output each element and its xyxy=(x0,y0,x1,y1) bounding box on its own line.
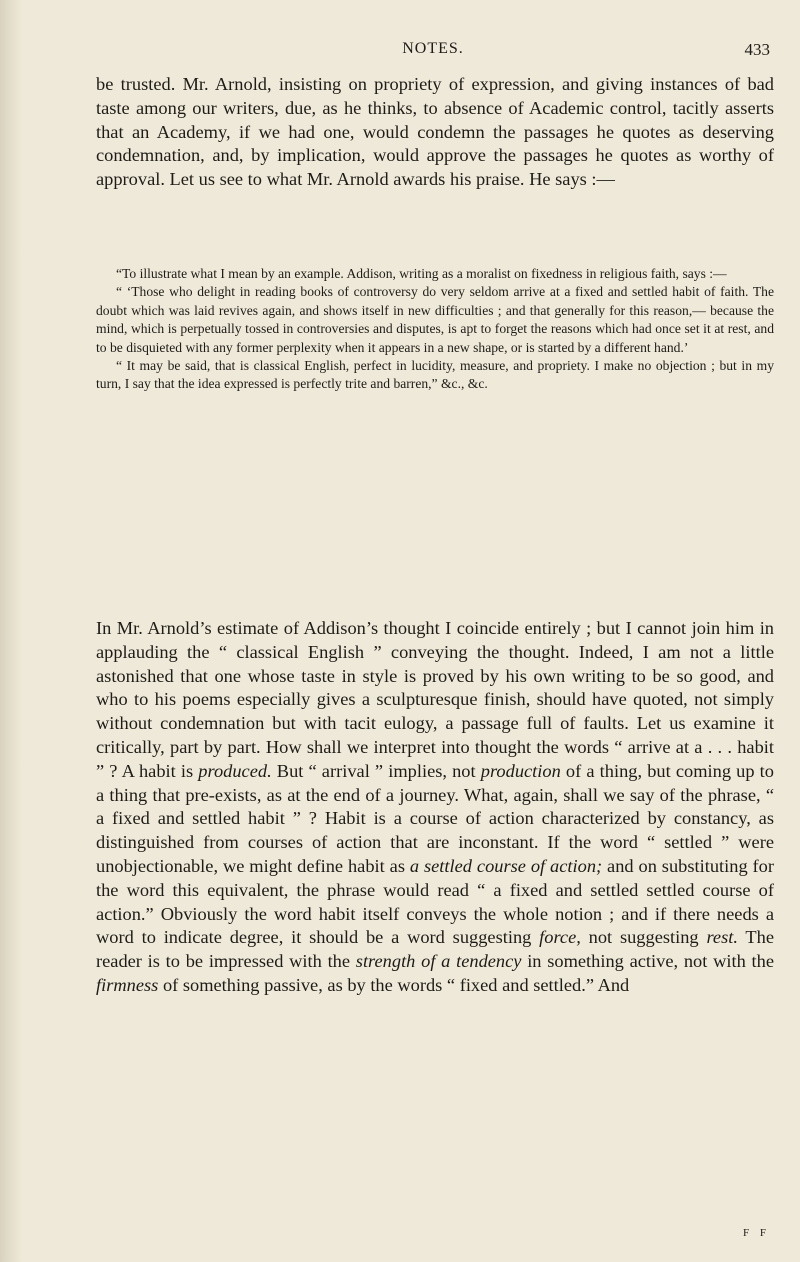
italic-firmness: firmness xyxy=(96,974,159,995)
page-header xyxy=(96,40,770,62)
text-run: The reader is to be impressed with the xyxy=(96,927,775,972)
block-quotation xyxy=(96,265,774,394)
text-run: of something passive, as by the words “ fixed and settled.” And xyxy=(158,974,630,995)
italic-force: force, xyxy=(539,927,581,948)
text-run: not suggesting xyxy=(580,927,707,948)
body-text-opening xyxy=(96,73,774,192)
italic-rest: rest. xyxy=(706,927,738,948)
text-run: In Mr. Arnold’s estimate of Addison’s thought I coincide entirely ; but I cannot join him in applauding the “ classical English ” conveying the thought. Indeed, I am not a little astonished that one whose taste in style is proved by his own writing to be so good, and who to his poems especially gives a sculpturesque finish, should have quoted, not simply without condemnation but with tacit eulogy, a passage full of faults. Let us examine it critically, part by part. How shall we interpret into thought the words “ arrive at a . . . habit ” ? A habit is xyxy=(96,618,774,781)
page-gutter-shadow xyxy=(0,0,22,1262)
signature-mark: F F xyxy=(743,1227,770,1239)
text-run: But “ arrival ” implies, not xyxy=(271,760,481,781)
body-text-analysis xyxy=(96,617,774,998)
quote-intro: “To illustrate what I mean by an example. Addison, writing as a moralist on fixedness in religious faith, says :— xyxy=(116,266,727,281)
page-number: 433 xyxy=(744,40,770,59)
quote-conclusion: “ It may be said, that is classical English, perfect in lucidity, measure, and propriety. I make no objection ; but in my turn, I say that the idea expressed is perfectly trite and barren,” &c., &c. xyxy=(96,358,774,392)
paragraph-analysis xyxy=(96,617,774,998)
text-run: of a thing, but coming up to a thing that pre-exists, as at the end of a journey. What, again, shall we say of the phrase, “ a fixed and settled habit ” ? Habit is a course of action characterized by constancy, as distinguished from courses of action that are inconstant. If the word “ settled ” were unobjectionable, we might define habit as xyxy=(96,760,774,876)
paragraph-opening: be trusted. Mr. Arnold, insisting on propriety of expression, and giving instances of bad taste among our writers, due, as he thinks, to absence of Academic control, tacitly asserts that an Academy, if we had one, would condemn the passages he quotes as deserving condemnation, and, by implication, would approve the passages he quotes as worthy of approval. Let us see to what Mr. Arnold awards his praise. He says :— xyxy=(96,74,774,190)
text-run: in something active, not with the xyxy=(521,951,774,972)
italic-production: production xyxy=(480,760,561,781)
quote-addison: “ ‘Those who delight in reading books of controversy do very seldom arrive at a fixed and settled habit of faith. The doubt which was laid revives again, and shows itself in new difficulties ; and that generally for this reason,— because the mind, which is perpetually tossed in controversies and disputes, is apt to forget the reasons which had once set it at rest, and to be disquieted with any former perplexity when it appears in a new shape, or is started by a different hand.’ xyxy=(96,284,774,355)
italic-strength: strength of a tendency xyxy=(355,951,522,972)
running-head: NOTES. xyxy=(402,40,464,57)
italic-settled-course: a settled course of action; xyxy=(409,855,603,876)
text-run: and on substituting for the word this equivalent, the phrase would read “ a fixed and settled settled course of action.” Obviously the word habit itself conveys the whole notion ; and if there needs a word to indicate degree, it should be a word suggesting xyxy=(96,855,774,948)
italic-produced: produced. xyxy=(198,760,272,781)
